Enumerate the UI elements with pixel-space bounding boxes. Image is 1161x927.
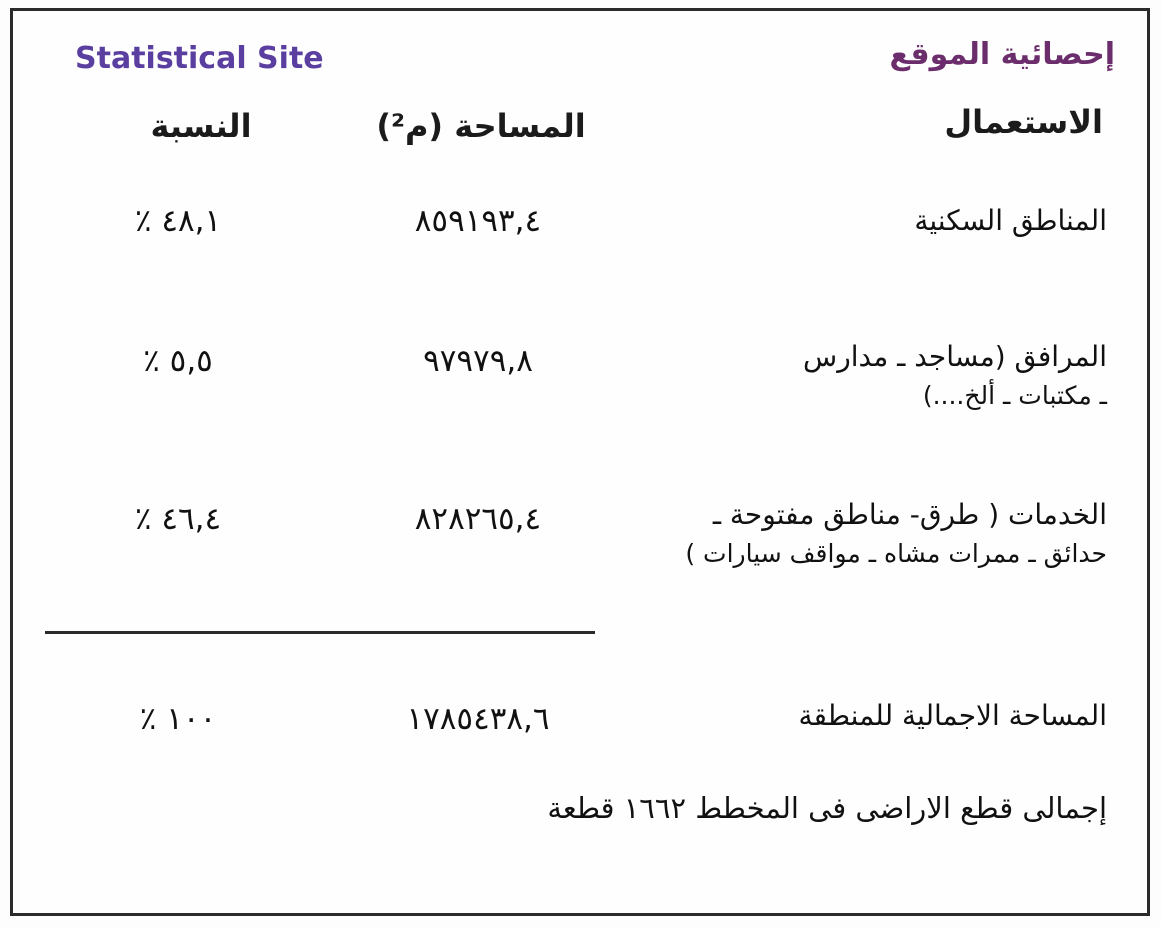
- cell-use: [637, 201, 1107, 242]
- cell-use-line1: الخدمات ( طرق- مناطق مفتوحة ـ: [712, 498, 1107, 531]
- header-english-title: Statistical Site: [75, 41, 324, 76]
- cell-area: ٩٧٩٧٩,٨: [423, 343, 533, 379]
- cell-area: ٨٢٨٢٦٥,٤: [414, 501, 542, 537]
- cell-use: [637, 495, 1107, 572]
- table-inner: [13, 11, 1147, 913]
- total-percent: ١٠٠ ٪: [139, 701, 217, 737]
- total-separator-line: [45, 631, 595, 634]
- column-header-area: المساحة (م²): [376, 107, 586, 145]
- header-arabic-title: إحصائية الموقع: [889, 37, 1115, 72]
- total-label: المساحة الاجمالية للمنطقة: [798, 699, 1107, 732]
- cell-use-line1: المرافق (مساجد ـ مدارس: [803, 340, 1107, 373]
- column-header-use: الاستعمال: [944, 103, 1103, 141]
- cell-percent: ٤٨,١ ٪: [134, 203, 222, 239]
- footer-note: إجمالى قطع الاراضى فى المخطط ١٦٦٢ قطعة: [547, 791, 1107, 825]
- cell-use: [637, 337, 1107, 414]
- cell-use-line2: حدائق ـ ممرات مشاه ـ مواقف سيارات ): [685, 538, 1107, 568]
- cell-area: ٨٥٩١٩٣,٤: [414, 203, 542, 239]
- column-header-percent: النسبة: [150, 107, 252, 145]
- cell-percent: ٥,٥ ٪: [143, 343, 213, 379]
- cell-use-line1: المناطق السكنية: [914, 204, 1107, 237]
- total-area: ١٧٨٥٤٣٨,٦: [406, 701, 550, 737]
- cell-use-line2: ـ مكتبات ـ ألخ....): [922, 380, 1107, 410]
- cell-percent: ٤٦,٤ ٪: [134, 501, 222, 537]
- table-frame: [10, 8, 1150, 916]
